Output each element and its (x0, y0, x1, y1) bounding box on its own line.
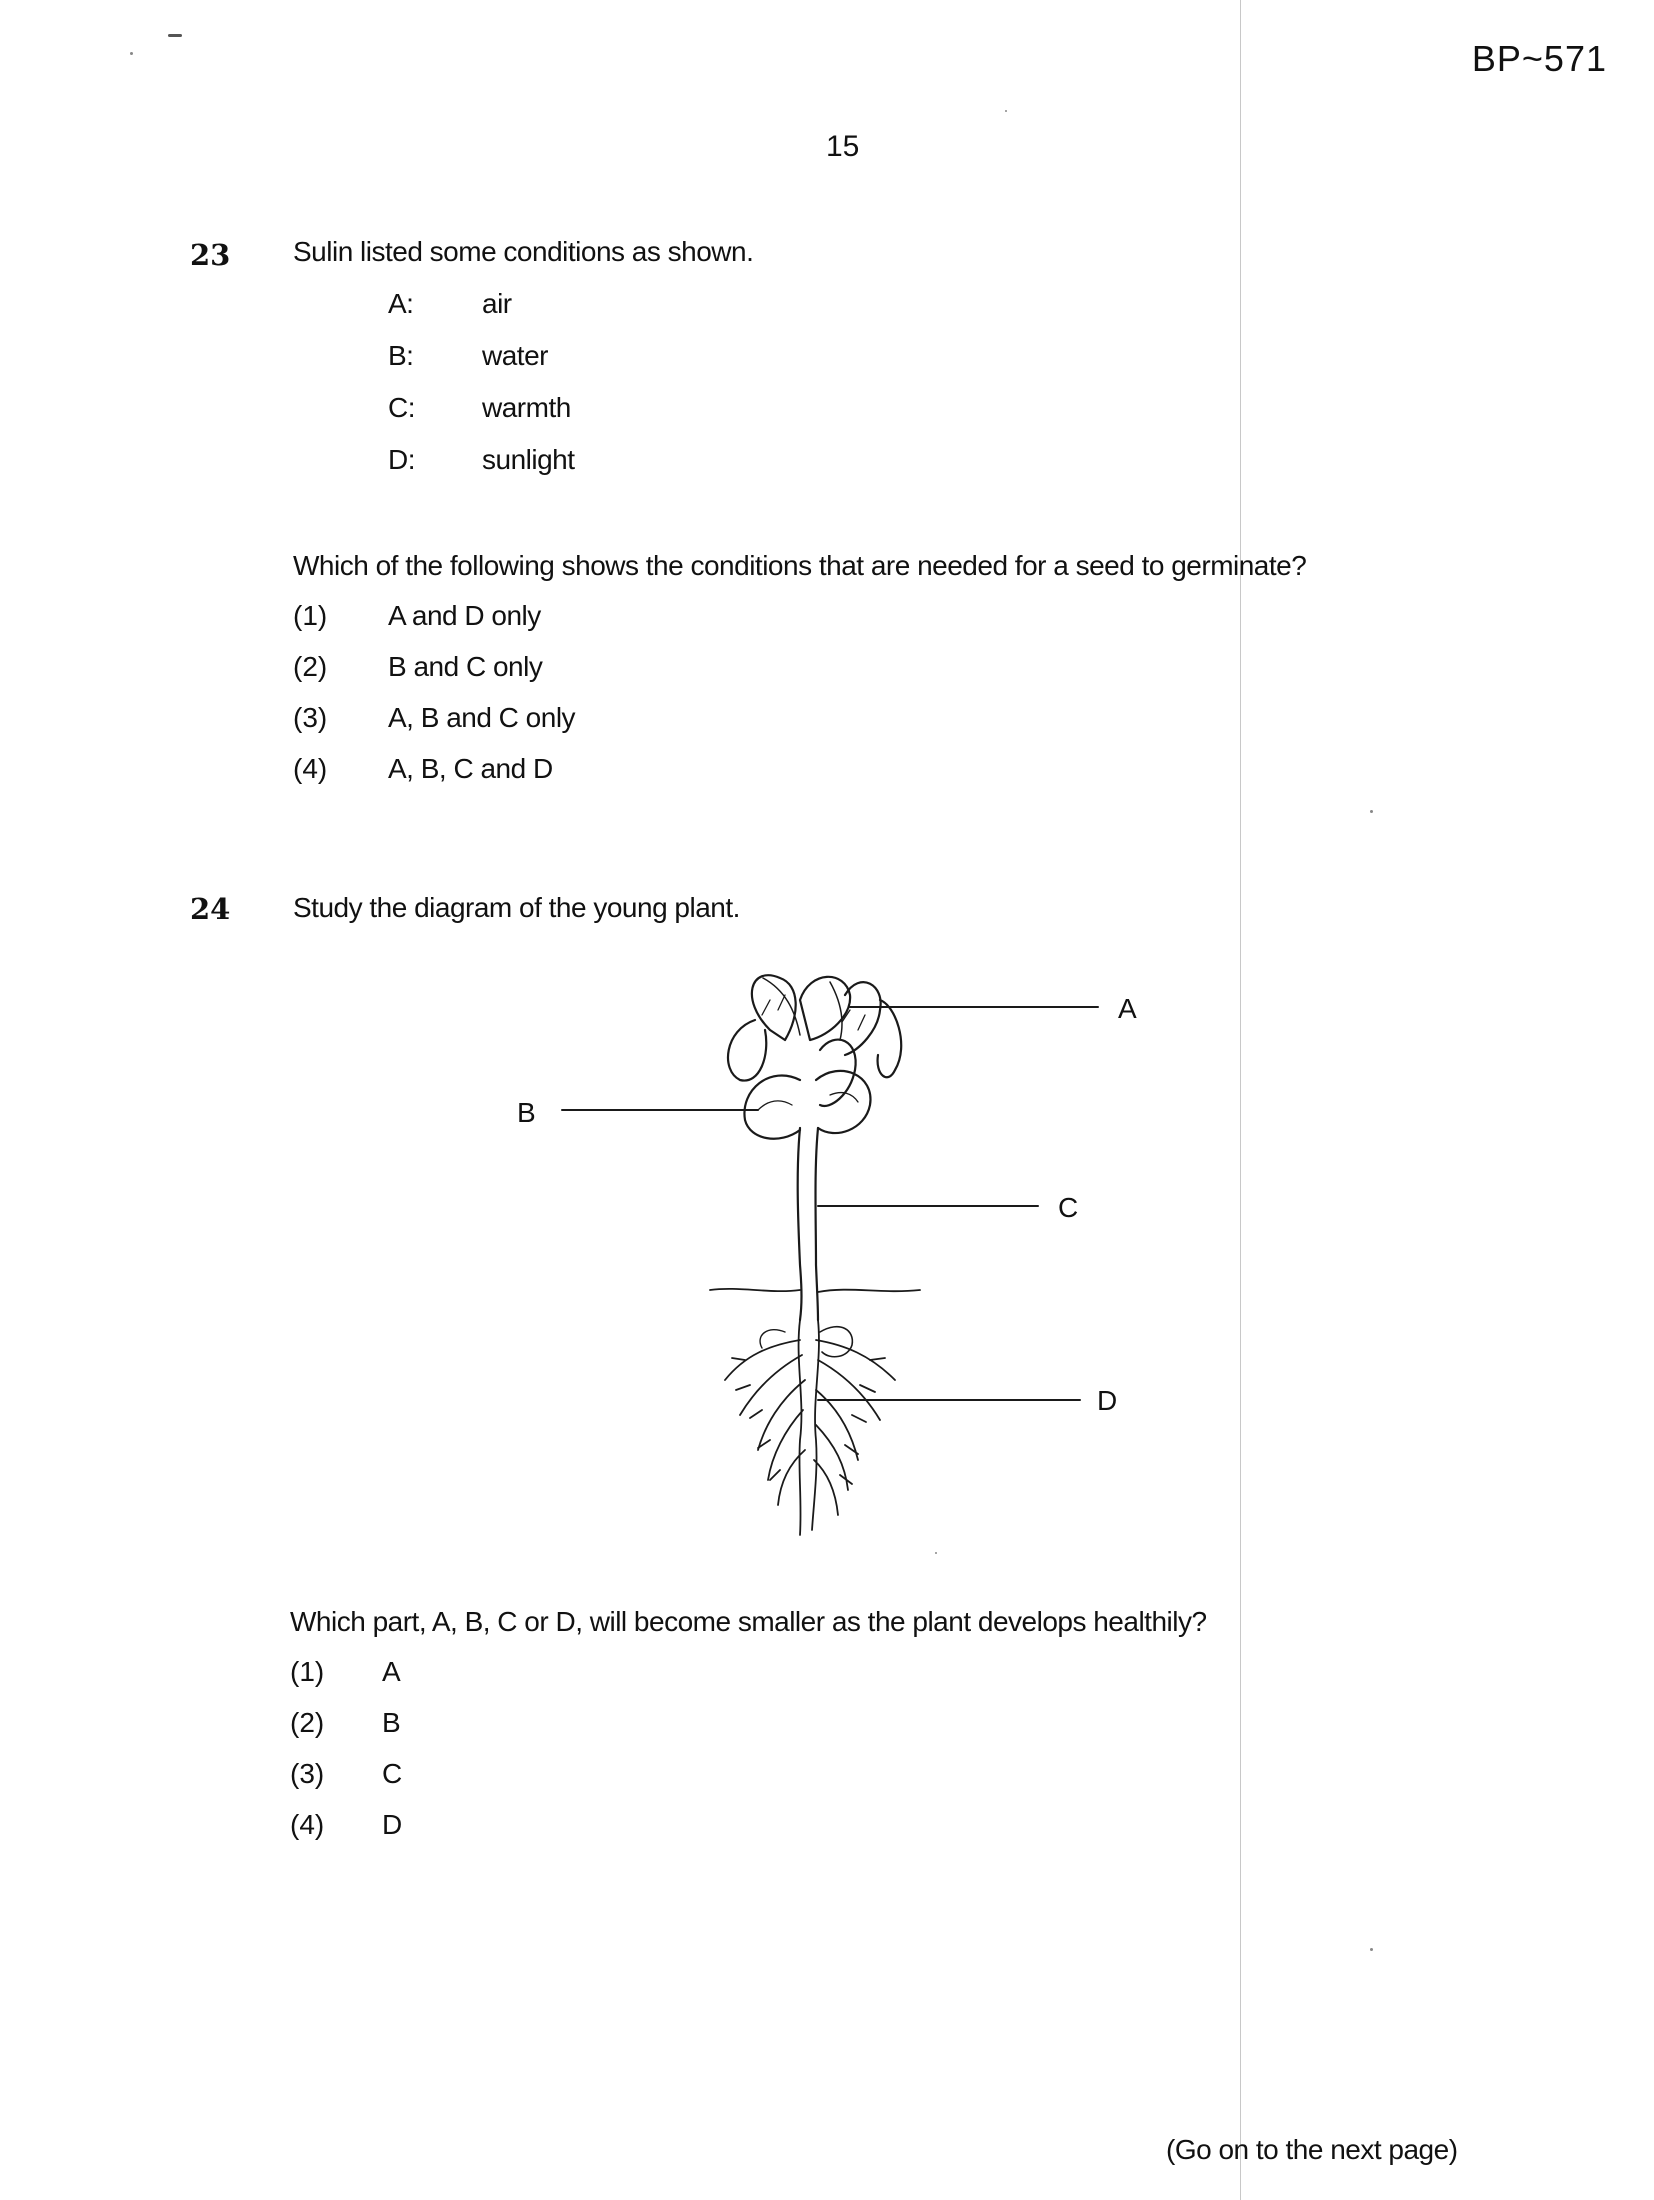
option-text: D (382, 1809, 402, 1840)
option-number: (2) (293, 651, 328, 682)
question-23-intro: Sulin listed some conditions as shown. (293, 236, 754, 267)
diagram-label-a: A (1118, 993, 1137, 1024)
scan-speck (1370, 810, 1373, 813)
plant-stem (798, 1128, 818, 1320)
option-text: B and C only (388, 651, 543, 682)
question-24-stem: Which part, A, B, C or D, will become smaller as the plant develops healthily? (290, 1606, 1207, 1637)
paper-code: BP~571 (1471, 38, 1607, 79)
diagram-label-b: B (517, 1097, 536, 1128)
option-text: B (382, 1707, 401, 1738)
condition-text: sunlight (482, 444, 575, 475)
condition-label: B: (388, 340, 414, 371)
scan-speck (130, 52, 133, 55)
plant-roots (725, 1320, 895, 1535)
plant-leaves (728, 975, 901, 1106)
condition-text: warmth (482, 392, 571, 423)
soil-line (710, 1289, 920, 1292)
condition-label: A: (388, 288, 414, 319)
option-number: (3) (290, 1758, 325, 1789)
condition-label: D: (388, 444, 415, 475)
page-fold-line (1240, 0, 1241, 2200)
diagram-label-d: D (1097, 1385, 1118, 1416)
option-number: (3) (293, 702, 328, 733)
option-text: A, B, C and D (388, 753, 553, 784)
scan-speck (1005, 110, 1007, 112)
option-number: (1) (293, 600, 328, 631)
diagram-label-c: C (1058, 1192, 1079, 1223)
question-24-intro: Study the diagram of the young plant. (293, 892, 740, 923)
condition-text: water (482, 340, 548, 371)
option-number: (4) (293, 753, 328, 784)
option-number: (2) (290, 1707, 325, 1738)
next-page-note: (Go on to the next page) (1166, 2134, 1458, 2165)
question-23-number: 23 (190, 238, 231, 272)
option-text: A, B and C only (388, 702, 576, 733)
option-number: (1) (290, 1656, 325, 1687)
young-plant-diagram (500, 960, 1180, 1540)
option-text: C (382, 1758, 402, 1789)
scan-speck (168, 34, 182, 37)
option-number: (4) (290, 1809, 325, 1840)
condition-label: C: (388, 392, 415, 423)
scan-speck (1370, 1948, 1373, 1951)
scan-speck (935, 1552, 937, 1554)
page-number: 15 (826, 130, 860, 163)
question-24-number: 24 (190, 892, 231, 926)
option-text: A and D only (388, 600, 541, 631)
option-text: A (382, 1656, 401, 1687)
condition-text: air (482, 288, 512, 319)
question-23-stem: Which of the following shows the conditions that are needed for a seed to germinate? (293, 550, 1307, 581)
